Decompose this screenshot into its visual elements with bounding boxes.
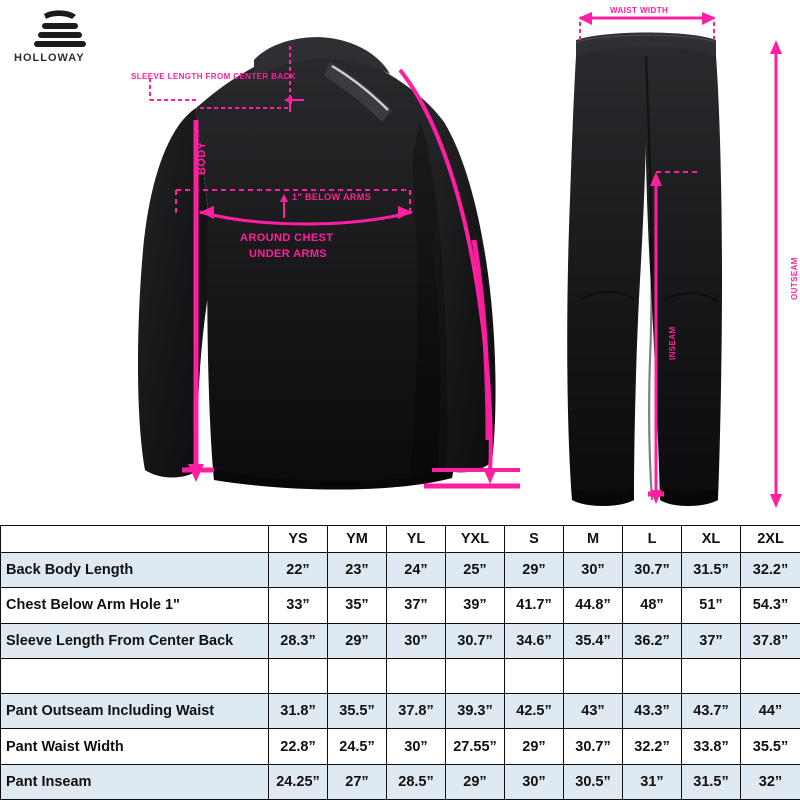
cell: 32” — [741, 764, 800, 799]
cell: 31.8” — [269, 694, 328, 729]
row-label: Pant Inseam — [1, 764, 269, 799]
col-header-m: M — [564, 526, 623, 553]
cell: 31.5” — [682, 764, 741, 799]
cell: 30.5” — [564, 764, 623, 799]
cell: 30.7” — [446, 623, 505, 658]
label-body: BODY — [196, 141, 208, 175]
table-row — [1, 729, 800, 764]
label-sleeve-length-jacket: SLEEVE LENGTH FROM CENTER BACK — [131, 72, 296, 81]
size-chart-table — [0, 525, 800, 800]
cell: 29” — [446, 764, 505, 799]
col-header-xl: XL — [682, 526, 741, 553]
label-outseam: OUTSEAM — [790, 257, 799, 300]
col-header-2xl: 2XL — [741, 526, 800, 553]
row-label: Chest Below Arm Hole 1" — [1, 588, 269, 623]
label-inseam: INSEAM — [668, 326, 677, 360]
cell — [328, 658, 387, 693]
cell: 51” — [682, 588, 741, 623]
cell: 39.3” — [446, 694, 505, 729]
cell: 43.7” — [682, 694, 741, 729]
cell — [564, 658, 623, 693]
table-row — [1, 588, 800, 623]
cell: 44” — [741, 694, 800, 729]
cell: 30.7” — [623, 553, 682, 588]
jacket-drawing — [138, 37, 496, 489]
cell: 37” — [387, 588, 446, 623]
col-header-yl: YL — [387, 526, 446, 553]
cell: 30” — [387, 729, 446, 764]
cell: 44.8” — [564, 588, 623, 623]
cell: 34.6” — [505, 623, 564, 658]
cell: 30” — [564, 553, 623, 588]
cell: 29” — [505, 729, 564, 764]
cell: 30.7” — [564, 729, 623, 764]
cell: 33.8” — [682, 729, 741, 764]
cell: 27” — [328, 764, 387, 799]
table-row — [1, 553, 800, 588]
cell: 41.7” — [505, 588, 564, 623]
cell: 43.3” — [623, 694, 682, 729]
cell: 22” — [269, 553, 328, 588]
cell: 27.55” — [446, 729, 505, 764]
col-header-l: L — [623, 526, 682, 553]
cell: 24.25” — [269, 764, 328, 799]
row-label: Pant Waist Width — [1, 729, 269, 764]
cell: 35.5” — [328, 694, 387, 729]
cell: 39” — [446, 588, 505, 623]
cell — [682, 658, 741, 693]
cell — [741, 658, 800, 693]
table-row — [1, 764, 800, 799]
row-label — [1, 658, 269, 693]
cell — [446, 658, 505, 693]
cell: 37.8” — [741, 623, 800, 658]
cell: 33” — [269, 588, 328, 623]
cell: 29” — [505, 553, 564, 588]
cell — [269, 658, 328, 693]
cell: 48” — [623, 588, 682, 623]
cell: 31” — [623, 764, 682, 799]
cell: 32.2” — [623, 729, 682, 764]
cell: 35.4” — [564, 623, 623, 658]
cell — [505, 658, 564, 693]
col-header-0 — [1, 526, 269, 553]
cell: 35” — [328, 588, 387, 623]
cell: 29” — [328, 623, 387, 658]
cell: 24.5” — [328, 729, 387, 764]
cell: 30” — [387, 623, 446, 658]
cell: 24” — [387, 553, 446, 588]
row-label: Sleeve Length From Center Back — [1, 623, 269, 658]
label-below-arms: 1" BELOW ARMS — [292, 192, 372, 202]
cell: 25” — [446, 553, 505, 588]
cell: 36.2” — [623, 623, 682, 658]
cell: 54.3” — [741, 588, 800, 623]
pants-drawing — [567, 33, 722, 507]
cell: 23” — [328, 553, 387, 588]
cell: 28.3” — [269, 623, 328, 658]
label-under-arms: UNDER ARMS — [249, 248, 328, 260]
row-label: Back Body Length — [1, 553, 269, 588]
cell: 37.8” — [387, 694, 446, 729]
col-header-yxl: YXL — [446, 526, 505, 553]
cell: 32.2” — [741, 553, 800, 588]
table-header-row — [1, 526, 800, 553]
row-label: Pant Outseam Including Waist — [1, 694, 269, 729]
cell — [623, 658, 682, 693]
label-waist-width: WAIST WIDTH — [610, 6, 669, 15]
cell: 37” — [682, 623, 741, 658]
table-spacer-row — [1, 658, 800, 693]
table-row — [1, 623, 800, 658]
cell: 35.5” — [741, 729, 800, 764]
cell: 30” — [505, 764, 564, 799]
cell: 42.5” — [505, 694, 564, 729]
brand-name: HOLLOWAY — [14, 52, 85, 64]
cell: 31.5” — [682, 553, 741, 588]
cell: 28.5” — [387, 764, 446, 799]
label-around-chest: AROUND CHEST — [240, 232, 334, 244]
col-header-s: S — [505, 526, 564, 553]
cell — [387, 658, 446, 693]
col-header-ym: YM — [328, 526, 387, 553]
cell: 22.8” — [269, 729, 328, 764]
table-row — [1, 694, 800, 729]
cell: 43” — [564, 694, 623, 729]
col-header-ys: YS — [269, 526, 328, 553]
